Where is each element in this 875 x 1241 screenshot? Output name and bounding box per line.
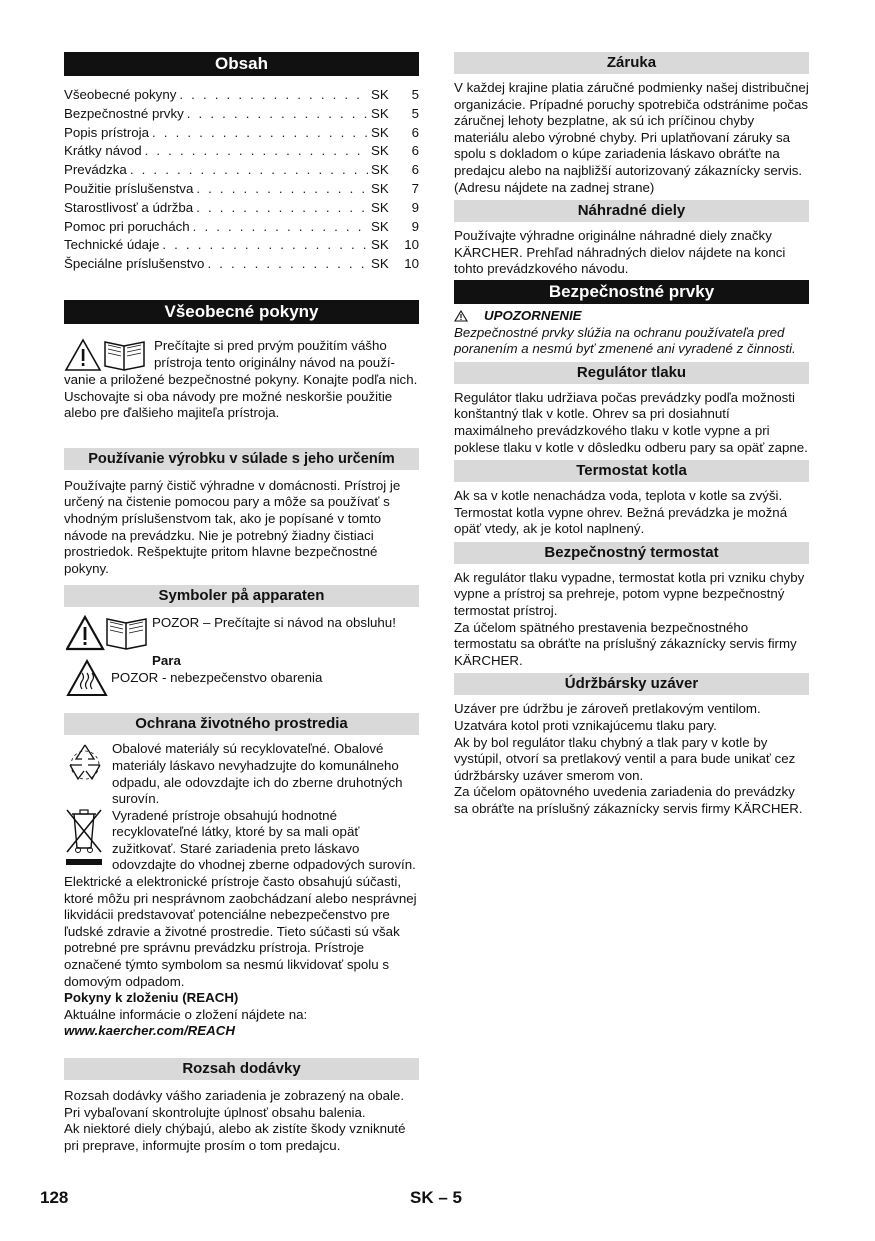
toc-entry-title: Špeciálne príslušenstvo — [64, 256, 205, 272]
toc-entry-lang: SK — [371, 105, 389, 121]
warranty-text: V každej krajine platia záručné podmienky našej distribučnej organizácie. Prípadné poruchy spotrebiča odstránime počas záručnej lehoty bezplatne, ak sú ich príčinou chyby materiálu alebo výrobné chyby. Pri uplatňovaní záruky sa spolu s dokladom o kúpe zariadenia láskavo obráťte na predajcu alebo na najbližší autorizovaný zákaznícky servis. — [454, 80, 809, 178]
toc-entry-lang: SK — [371, 180, 389, 196]
toc-entry-title: Technické údaje — [64, 237, 160, 253]
reach-text: Aktuálne informácie o zložení nájdete na: — [64, 1006, 308, 1022]
delivery-heading: Rozsah dodávky — [64, 1058, 419, 1080]
symbols-section — [64, 613, 419, 705]
toc-entry-title: Použitie príslušenstva — [64, 180, 194, 196]
toc-leader-dots — [193, 218, 368, 237]
safety-heading: Bezpečnostné prvky — [454, 280, 809, 304]
safety-thermostat-text-1: Ak regulátor tlaku vypadne, termostat kotla pri vzniku chyby vypne a prístroj sa prehreje, potom vypne bezpečnostný termostat prístroj. — [454, 569, 805, 619]
caution-icon — [454, 310, 484, 322]
reach-title: Pokyny k zloženiu (REACH) — [64, 990, 239, 1006]
intended-use-text: Používajte parný čistič výhradne v domácnosti. Prístroj je určený na čistenie pomocou pary a môže sa používať s vhodným príslušenstvom tak, ako je popísané v tomto návode na prevádzku. Nie je potrebný žiadny čistiaci prostriedok. Rešpektujte pritom hlavne bezpečnostné pokyny. — [64, 477, 401, 576]
hot-steam-icon — [66, 659, 108, 697]
intended-use-heading: Používanie výrobku v súlade s jeho určením — [64, 448, 419, 470]
toc-entry-lang: SK — [371, 87, 389, 102]
reach-link[interactable]: www.kaercher.com/REACH — [64, 1023, 235, 1039]
general-intro-line2: prístroja tento originálny návod na použí- — [154, 354, 395, 370]
toc-entry-page: 6 — [411, 162, 419, 178]
pressure-regulator-text: Regulátor tlaku udržiava počas prevádzky podľa možnosti konštantný tlak v kotle. Ohrev sa pri dosiahnutí maximálneho prevádzkového tlaku v kotle vypne a pri poklese tlaku v kotle v dôsledku odberu pary sa opäť zapne. — [454, 389, 808, 455]
toc-entry-page: 7 — [411, 180, 419, 196]
section-label: SK – 5 — [410, 1188, 462, 1207]
warranty-heading: Záruka — [454, 52, 809, 74]
toc-entry[interactable] — [64, 86, 419, 105]
maintenance-cap-heading: Údržbársky uzáver — [454, 673, 809, 695]
safety-warning-text: Bezpečnostné prvky slúžia na ochranu používateľa pred poranením a nesmú byť zmenené ani vyradené z činnosti. — [454, 324, 796, 357]
table-of-contents — [64, 86, 419, 274]
boiler-thermostat-text: Ak sa v kotle nenachádza voda, teplota v kotle sa zvýši. Termostat kotla vypne ohrev. Bežná prevádzka je možná opäť vtedy, ak je kotol naplnený. — [454, 488, 788, 537]
toc-entry[interactable] — [64, 105, 419, 124]
electronics-text: Elektrické a elektronické prístroje často obsahujú súčasti, ktoré môžu pri nesprávnom zaobchádzaní alebo nesprávnej likvidácii predstavovať potenciálne nebezpečenstvo pre ľudské zdravie a životné prostredie. Tieto súčasti sú však potrebné pre správnu prevádzku prístroja. Prístroje označené týmto symbolom sa nesmú likvidovať spolu s domovým odpadom. — [64, 874, 417, 989]
safety-warning-label: UPOZORNENIE — [484, 307, 582, 323]
general-intro-line1: Prečítajte si pred prvým použitím vášho — [154, 337, 387, 353]
toc-entry-page: 10 — [404, 256, 419, 272]
toc-entry-title: Prevádzka — [64, 162, 127, 178]
toc-leader-dots — [196, 199, 368, 218]
toc-leader-dots — [130, 161, 368, 180]
left-column — [64, 52, 419, 1154]
toc-entry-page: 5 — [411, 87, 419, 102]
safety-thermostat-text-2: Za účelom spätného prestavenia bezpečnostného termostatu sa obráťte na príslušný zákaznícky servis firmy KÄRCHER. — [454, 619, 797, 668]
steam-text: POZOR - nebezpečenstvo obarenia — [111, 670, 323, 686]
page-number: 128 — [40, 1188, 69, 1207]
packaging-text: Obalové materiály sú recyklovateľné. Obalové materiály láskavo nevyhadzujte do komunálneho odpadu, ale odovzdajte ich do zberne druhotných surovín. — [112, 741, 403, 807]
toc-entry-page: 9 — [411, 199, 419, 215]
toc-leader-dots — [145, 142, 368, 161]
toc-leader-dots — [207, 255, 368, 274]
toc-entry-lang: SK — [371, 199, 389, 215]
toc-leader-dots — [152, 124, 368, 143]
weee-bin-icon — [64, 808, 112, 874]
general-heading: Všeobecné pokyny — [64, 300, 419, 324]
toc-entry-title: Bezpečnostné prvky — [64, 105, 184, 121]
toc-leader-dots — [162, 236, 368, 255]
boiler-thermostat-heading: Termostat kotla — [454, 460, 809, 482]
spare-parts-text: Používajte výhradne originálne náhradné diely značky KÄRCHER. Prehľad náhradných dielov nájdete na konci tohto prevádzkového návodu. — [454, 228, 786, 277]
toc-heading: Obsah — [64, 52, 419, 76]
read-manual-icon — [64, 338, 148, 372]
toc-entry-page: 5 — [411, 105, 419, 121]
toc-leader-dots — [179, 86, 368, 105]
pressure-regulator-heading: Regulátor tlaku — [454, 362, 809, 384]
toc-entry-title: Popis prístroja — [64, 124, 149, 140]
toc-entry-lang: SK — [371, 124, 389, 140]
toc-entry-lang: SK — [371, 143, 389, 159]
toc-entry[interactable] — [64, 236, 419, 255]
general-intro-rest: vanie a priložené bezpečnostné pokyny. Konajte podľa nich. Uschovajte si oba návody pre možné neskoršie použitie alebo pre ďalšieho majiteľa prístroja. — [64, 371, 418, 421]
toc-entry[interactable] — [64, 161, 419, 180]
toc-entry-lang: SK — [371, 162, 389, 178]
toc-entry[interactable] — [64, 199, 419, 218]
toc-entry-page: 6 — [411, 143, 419, 159]
toc-entry[interactable] — [64, 255, 419, 274]
warranty-address-note: (Adresu nájdete na zadnej strane) — [454, 179, 655, 195]
toc-entry-page: 10 — [404, 237, 419, 253]
safety-warning-row — [454, 308, 809, 325]
toc-entry-lang: SK — [371, 237, 389, 253]
safety-thermostat-heading: Bezpečnostný termostat — [454, 542, 809, 564]
toc-leader-dots — [196, 180, 368, 199]
toc-entry-title: Pomoc pri poruchách — [64, 218, 190, 234]
symbols-heading: Symboler på apparaten — [64, 585, 419, 607]
steam-label: Para — [152, 653, 181, 669]
toc-entry[interactable] — [64, 218, 419, 237]
maintenance-cap-text-1: Uzáver pre údržbu je zároveň pretlakovým ventilom. Uzatvára kotol proti vznikajúcemu tlaku pary. — [454, 701, 761, 734]
toc-entry-title: Krátky návod — [64, 143, 142, 159]
toc-entry[interactable] — [64, 124, 419, 143]
toc-entry-page: 9 — [411, 218, 419, 234]
toc-entry-lang: SK — [371, 218, 389, 234]
toc-entry[interactable] — [64, 142, 419, 161]
toc-entry[interactable] — [64, 180, 419, 199]
environment-section — [64, 741, 419, 1040]
delivery-text-2: Ak niektoré diely chýbajú, alebo ak zistíte škody vzniknuté pri preprave, informujte prosím o tom predajcu. — [64, 1121, 406, 1153]
right-column — [454, 52, 809, 818]
maintenance-cap-text-3: Za účelom opätovného uvedenia zariadenia do prevádzky sa obráťte na príslušný zákaznícky servis firmy KÄRCHER. — [454, 784, 803, 816]
symbol-warning-text: POZOR – Prečítajte si návod na obsluhu! — [152, 615, 396, 631]
toc-entry-title: Všeobecné pokyny — [64, 87, 177, 102]
toc-leader-dots — [187, 105, 368, 124]
toc-entry-title: Starostlivosť a údržba — [64, 199, 194, 215]
warning-manual-icon — [66, 615, 150, 651]
spare-parts-heading: Náhradné diely — [454, 200, 809, 222]
toc-entry-page: 6 — [411, 124, 419, 140]
toc-entry-lang: SK — [371, 256, 389, 272]
environment-heading: Ochrana životného prostredia — [64, 713, 419, 735]
recycling-icon — [64, 741, 112, 807]
disposal-text: Vyradené prístroje obsahujú hodnotné recyklovateľné látky, ktoré by sa mali opäť zužitkovať. Staré zariadenia preto láskavo odovzdajte do vhodnej zberne odpadových surovín. — [112, 807, 416, 873]
general-section — [64, 338, 419, 422]
delivery-text-1: Rozsah dodávky vášho zariadenia je zobrazený na obale. Pri vybaľovaní skontrolujte úplnosť obsahu balenia. — [64, 1088, 405, 1120]
maintenance-cap-text-2: Ak by bol regulátor tlaku chybný a tlak pary v kotle by vystúpil, otvorí sa pretlakový ventil a para bude unikať cez údržbársky uzáver smerom von. — [454, 734, 796, 783]
